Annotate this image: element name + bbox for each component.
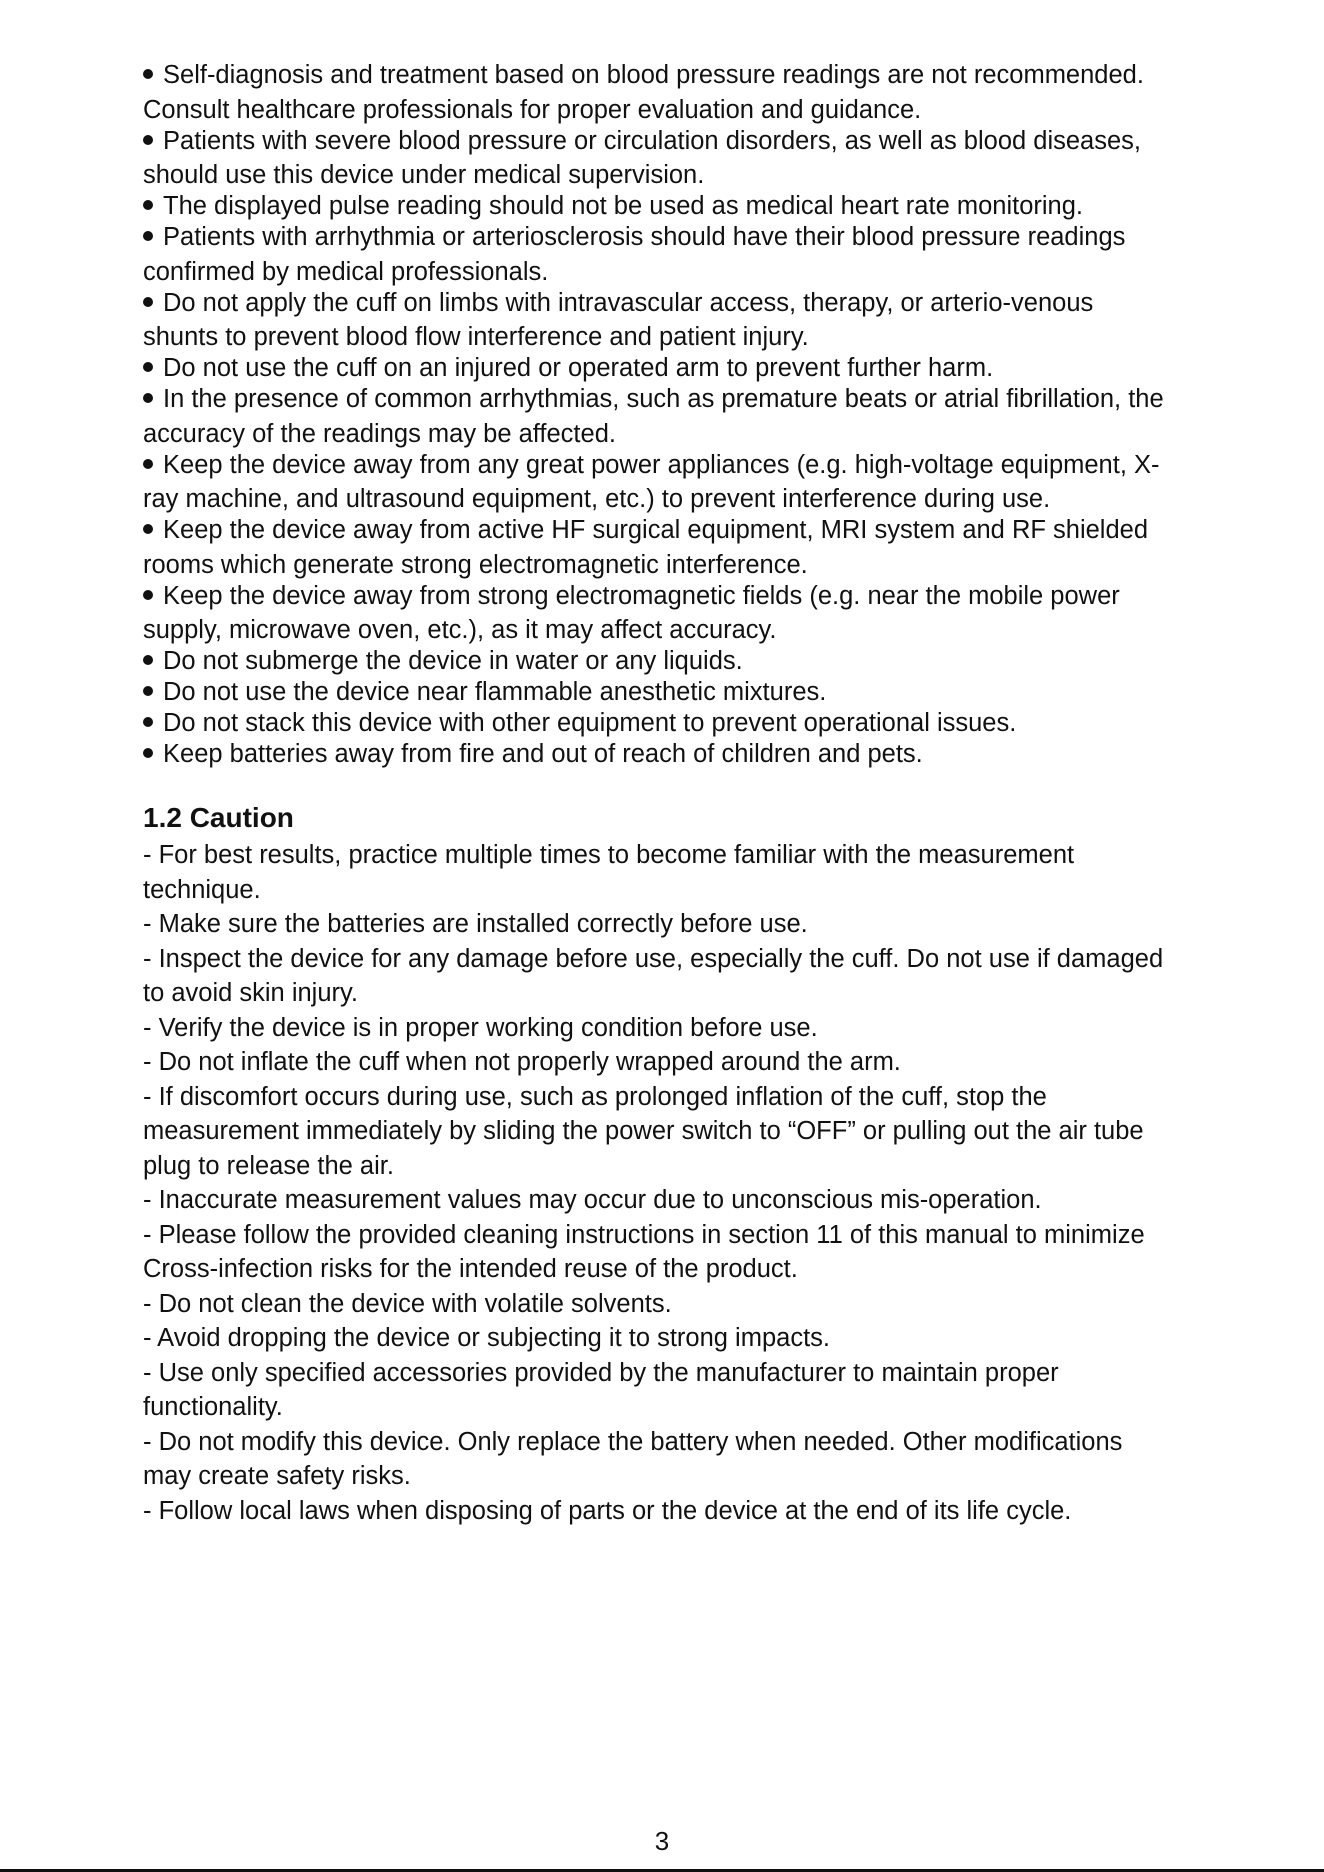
bullet-dot-icon [143, 135, 153, 145]
bullet-dot-icon [143, 297, 153, 307]
bullet-text: The displayed pulse reading should not be used as medical heart rate monitoring. [163, 192, 1083, 220]
warning-bullet-list [143, 58, 1173, 772]
bullet-dot-icon [143, 393, 153, 403]
bullet-text: Keep batteries away from fire and out of reach of children and pets. [163, 740, 923, 768]
bullet-item [143, 706, 1173, 741]
caution-item: - Inaccurate measurement values may occur due to unconscious mis-operation. [143, 1186, 1042, 1214]
bullet-dot-icon [143, 200, 153, 210]
bullet-item [143, 382, 1173, 451]
bullet-text: Keep the device away from strong electromagnetic fields (e.g. near the mobile power supply, microwave oven, etc.), as it may affect accuracy. [143, 581, 1120, 644]
caution-item: - Make sure the batteries are installed correctly before use. [143, 910, 808, 938]
bullet-text: Do not apply the cuff on limbs with intravascular access, therapy, or arterio-venous shunts to prevent blood flow interference and patient injury. [143, 288, 1094, 351]
bullet-dot-icon [143, 748, 153, 758]
bullet-item [143, 351, 1173, 386]
bullet-item [143, 124, 1173, 193]
bullet-dot-icon [143, 590, 153, 600]
bullet-text: Keep the device away from active HF surgical equipment, MRI system and RF shielded rooms which generate strong electromagnetic interference. [143, 516, 1149, 579]
bullet-dot-icon [143, 717, 153, 727]
bullet-item [143, 737, 1173, 772]
caution-item: - Use only specified accessories provided by the manufacturer to maintain proper functionality. [143, 1358, 1059, 1421]
bullet-item [143, 675, 1173, 710]
bullet-item [143, 286, 1173, 355]
bullet-dot-icon [143, 686, 153, 696]
bullet-text: Do not use the device near flammable anesthetic mixtures. [163, 678, 827, 706]
bullet-item [143, 189, 1173, 224]
bullet-dot-icon [143, 231, 153, 241]
caution-item: - For best results, practice multiple times to become familiar with the measurement technique. [143, 841, 1075, 904]
bullet-item [143, 513, 1173, 582]
caution-item: - If discomfort occurs during use, such as prolonged inflation of the cuff, stop the measurement immediately by sliding the power switch to “OFF” or pulling out the air tube plug to release the air. [143, 1082, 1144, 1180]
bullet-text: Do not submerge the device in water or any liquids. [163, 647, 743, 675]
bullet-item [143, 579, 1173, 648]
bullet-text: Patients with severe blood pressure or circulation disorders, as well as blood diseases, should use this device under medical supervision. [143, 126, 1141, 189]
caution-item: - Verify the device is in proper working condition before use. [143, 1013, 818, 1042]
caution-item: - Please follow the provided cleaning instructions in section 11 of this manual to minimize Cross-infection risks for the intended reuse of the product. [143, 1220, 1145, 1283]
bullet-dot-icon [143, 655, 153, 665]
caution-item: - Follow local laws when disposing of parts or the device at the end of its life cycle. [143, 1496, 1072, 1525]
bullet-dot-icon [143, 362, 153, 372]
bullet-text: Self-diagnosis and treatment based on blood pressure readings are not recommended. Consult healthcare professionals for proper evaluation and guidance. [143, 61, 1144, 124]
caution-list [143, 838, 1173, 1528]
bullet-dot-icon [143, 69, 153, 79]
bullet-dot-icon [143, 524, 153, 534]
caution-item: - Inspect the device for any damage before use, especially the cuff. Do not use if damaged to avoid skin injury. [143, 944, 1164, 1007]
bullet-item [143, 220, 1173, 289]
page-number: 3 [654, 1826, 670, 1856]
section-title: 1.2 Caution [143, 802, 294, 833]
bullet-item [143, 58, 1173, 127]
caution-item: - Do not clean the device with volatile solvents. [143, 1289, 672, 1318]
bullet-text: Do not use the cuff on an injured or operated arm to prevent further harm. [163, 354, 994, 382]
bullet-text: Do not stack this device with other equipment to prevent operational issues. [163, 709, 1017, 737]
caution-item: - Do not modify this device. Only replace the battery when needed. Other modifications may create safety risks. [143, 1427, 1123, 1490]
bullet-text: In the presence of common arrhythmias, such as premature beats or atrial fibrillation, the accuracy of the readings may be affected. [143, 385, 1164, 448]
bullet-text: Patients with arrhythmia or arteriosclerosis should have their blood pressure readings confirmed by medical professionals. [143, 223, 1126, 286]
caution-item: - Avoid dropping the device or subjecting it to strong impacts. [143, 1324, 830, 1352]
bullet-dot-icon [143, 459, 153, 469]
bullet-text: Keep the device away from any great power appliances (e.g. high-voltage equipment, X-ray machine, and ultrasound equipment, etc.) to prevent interference during use. [143, 450, 1160, 513]
bullet-item [143, 448, 1173, 517]
caution-item: - Do not inflate the cuff when not properly wrapped around the arm. [143, 1048, 901, 1076]
manual-page-content [143, 58, 1173, 1528]
bullet-item [143, 644, 1173, 679]
